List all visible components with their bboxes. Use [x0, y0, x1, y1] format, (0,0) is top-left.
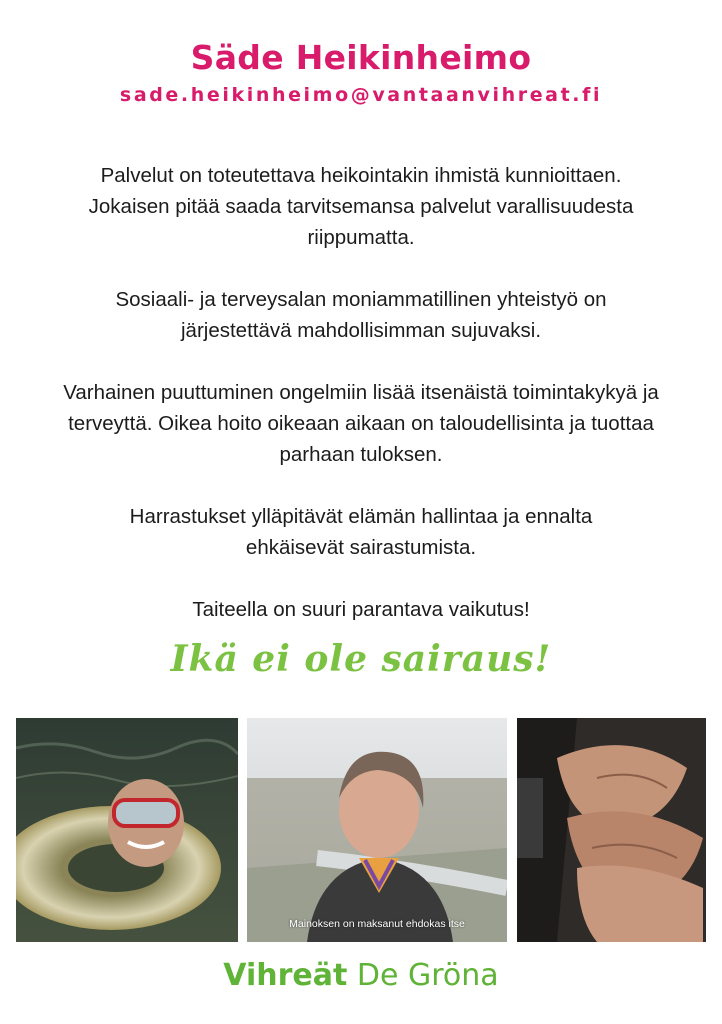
- paragraph-hobbies: Harrastukset ylläpitävät elämän hallintaa ja ennalta ehkäisevät sairastumista.: [129, 505, 593, 559]
- paragraph-art: Taiteella on suuri parantava vaikutus!: [192, 598, 530, 621]
- logo-light: De Gröna: [356, 958, 499, 993]
- candidate-name: Säde Heikinheimo: [190, 38, 532, 77]
- paragraph-early-intervention: Varhainen puuttuminen ongelmiin lisää itsenäistä toimintakykyä ja terveyttä. Oikea hoito oikeaan aikaan on taloudellisinta ja tuottaa parhaan tuloksen.: [63, 381, 659, 466]
- logo-strong: Vihreät: [223, 958, 348, 993]
- paragraph-services: Palvelut on toteutettava heikointakin ihmistä kunnioittaen. Jokaisen pitää saada tarvitsemansa palvelut varallisuudesta riippumatta.: [88, 164, 634, 249]
- body-text: [40, 160, 682, 656]
- candidate-email[interactable]: sade.heikinheimo@vantaanvihreat.fi: [119, 84, 603, 106]
- party-logo: [0, 958, 722, 993]
- photo-hands: [517, 718, 706, 942]
- slogan: Ikä ei ole sairaus!: [170, 638, 552, 680]
- ad-disclaimer: Mainoksen on maksanut ehdokas itse: [289, 918, 465, 930]
- header: [0, 38, 722, 108]
- photo-candidate: [247, 718, 507, 942]
- paragraph-cooperation: Sosiaali- ja terveysalan moniammatillinen yhteistyö on järjestettävä mahdollisimman sujuvaksi.: [115, 288, 607, 342]
- photo-swimmer: [16, 718, 238, 942]
